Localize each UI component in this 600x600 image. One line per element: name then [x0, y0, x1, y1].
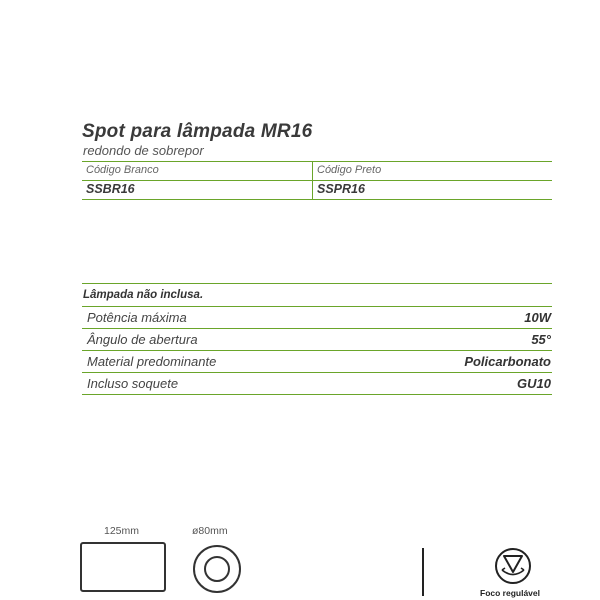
divider: [82, 161, 552, 162]
divider: [82, 283, 552, 284]
divider: [82, 394, 552, 395]
spec-value: Policarbonato: [464, 354, 551, 369]
separator-bar: [422, 548, 424, 596]
divider: [82, 199, 552, 200]
spec-row: [83, 328, 553, 350]
round-profile-icon: [193, 545, 241, 593]
adjustable-focus-label: Foco regulável: [480, 588, 540, 598]
black-code-label: Código Preto: [317, 164, 382, 176]
spec-value: 10W: [524, 310, 551, 325]
spec-value: GU10: [517, 376, 551, 391]
diameter-dimension: ø80mm: [192, 525, 228, 537]
length-dimension: 125mm: [104, 525, 140, 537]
spec-row: [83, 372, 553, 394]
round-profile-inner-ring: [204, 556, 230, 582]
white-code-value: SSBR16: [86, 182, 135, 196]
spec-label: Material predominante: [87, 354, 217, 369]
black-code-value: SSPR16: [317, 182, 365, 196]
spec-row: [83, 350, 553, 372]
lamp-not-included-note: Lâmpada não inclusa.: [83, 289, 204, 301]
rectangle-profile-icon: [80, 542, 166, 592]
spec-label: Potência máxima: [87, 310, 187, 325]
spec-label: Ângulo de abertura: [87, 332, 198, 347]
divider: [82, 180, 552, 181]
spec-label: Incluso soquete: [87, 376, 179, 391]
product-title: Spot para lâmpada MR16: [82, 121, 313, 142]
spec-row: [83, 306, 553, 328]
product-subtitle: redondo de sobrepor: [83, 143, 204, 158]
white-code-label: Código Branco: [86, 164, 159, 176]
spec-value: 55°: [531, 332, 551, 347]
adjustable-focus-icon: [493, 546, 533, 586]
